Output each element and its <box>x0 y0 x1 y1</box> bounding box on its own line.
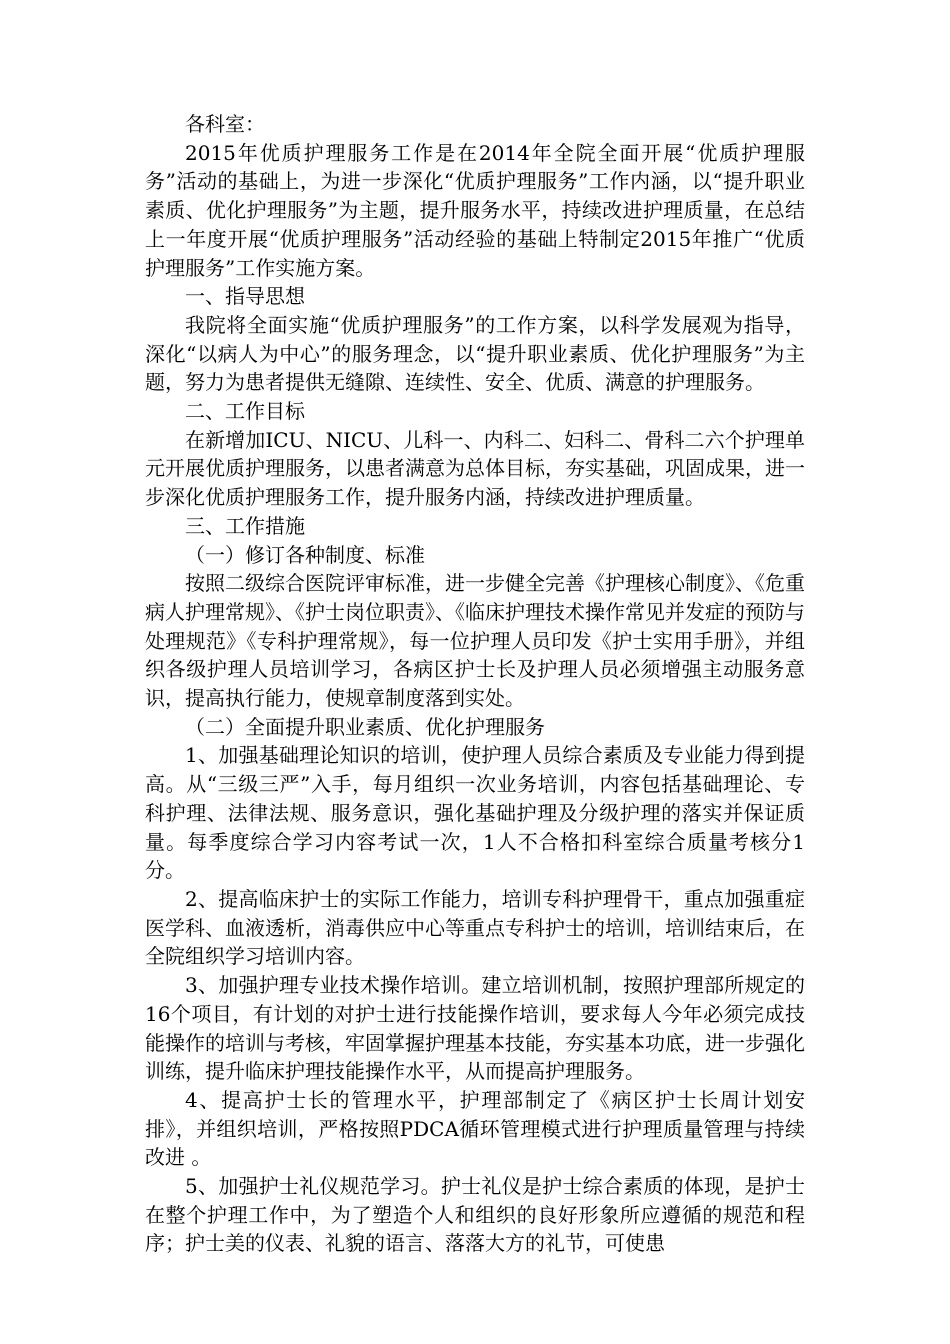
section-body-guiding-thought: 我院将全面实施“优质护理服务”的工作方案，以科学发展观为指导，深化“以病人为中心”的服务理念，以“提升职业素质、优化护理服务”为主题，努力为患者提供无缝隙、连续性、安全、优质、满意的护理服务。 <box>145 312 805 395</box>
list-item: 4、提高护士长的管理水平，护理部制定了《病区护士长周计划安排》，并组织培训，严格按照PDCA循环管理模式进行护理质量管理与持续改进 。 <box>145 1087 805 1170</box>
section-heading-work-measures: 三、工作措施 <box>185 513 305 538</box>
intro-paragraph: 2015年优质护理服务工作是在2014年全院全面开展“优质护理服务”活动的基础上，为进一步深化“优质护理服务”工作内涵，以“提升职业素质、优化护理服务”为主题，提升服务水平，持续改进护理质量，在总结上一年度开展“优质护理服务”活动经验的基础上特制定2015年推广“优质护理服务”工作实施方案。 <box>145 140 805 280</box>
section-heading-guiding-thought: 一、指导思想 <box>185 284 305 309</box>
list-item: 2、提高临床护士的实际工作能力，培训专科护理骨干，重点加强重症医学科、血液透析，消毒供应中心等重点专科护士的培训，培训结束后，在全院组织学习培训内容。 <box>145 886 805 969</box>
list-item: 5、加强护士礼仪规范学习。护士礼仪是护士综合素质的体现，是护士在整个护理工作中，为了塑造个人和组织的良好形象所应遵循的规范和程序；护士美的仪表、礼貌的语言、落落大方的礼节，可使患 <box>145 1174 805 1256</box>
subsection-heading-improve-quality: （二）全面提升职业素质、优化护理服务 <box>185 714 545 739</box>
salutation: 各科室： <box>185 112 265 136</box>
subsection-body-revise-rules: 按照二级综合医院评审标准，进一步健全完善《护理核心制度》、《危重病人护理常规》、《护士岗位职责》、《临床护理技术操作常见并发症的预防与处理规范》《专科护理常规》，每一位护理人员印发《护士实用手册》，并组织各级护理人员培训学习，各病区护士长及护理人员必须增强主动服务意识，提高执行能力，使规章制度落到实处。 <box>145 571 805 711</box>
list-item: 1、加强基础理论知识的培训，使护理人员综合素质及专业能力得到提高。从“三级三严”入手，每月组织一次业务培训，内容包括基础理论、专科护理、法律法规、服务意识，强化基础护理及分级护理的落实并保证质量。每季度综合学习内容考试一次，1人不合格扣科室综合质量考核分1分。 <box>145 743 805 883</box>
section-heading-work-goals: 二、工作目标 <box>185 399 305 424</box>
subsection-heading-revise-rules: （一）修订各种制度、标准 <box>185 542 425 567</box>
list-item: 3、加强护理专业技术操作培训。建立培训机制，按照护理部所规定的16个项目，有计划的对护士进行技能操作培训，要求每人今年必须完成技能操作的培训与考核，牢固掌握护理基本技能，夯实基本功底，进一步强化训练，提升临床护理技能操作水平，从而提高护理服务。 <box>145 973 805 1084</box>
section-body-work-goals: 在新增加ICU、NICU、儿科一、内科二、妇科二、骨科二六个护理单元开展优质护理服务，以患者满意为总体目标，夯实基础，巩固成果，进一步深化优质护理服务工作，提升服务内涵，持续改进护理质量。 <box>145 427 805 510</box>
document-body <box>145 110 805 1258</box>
